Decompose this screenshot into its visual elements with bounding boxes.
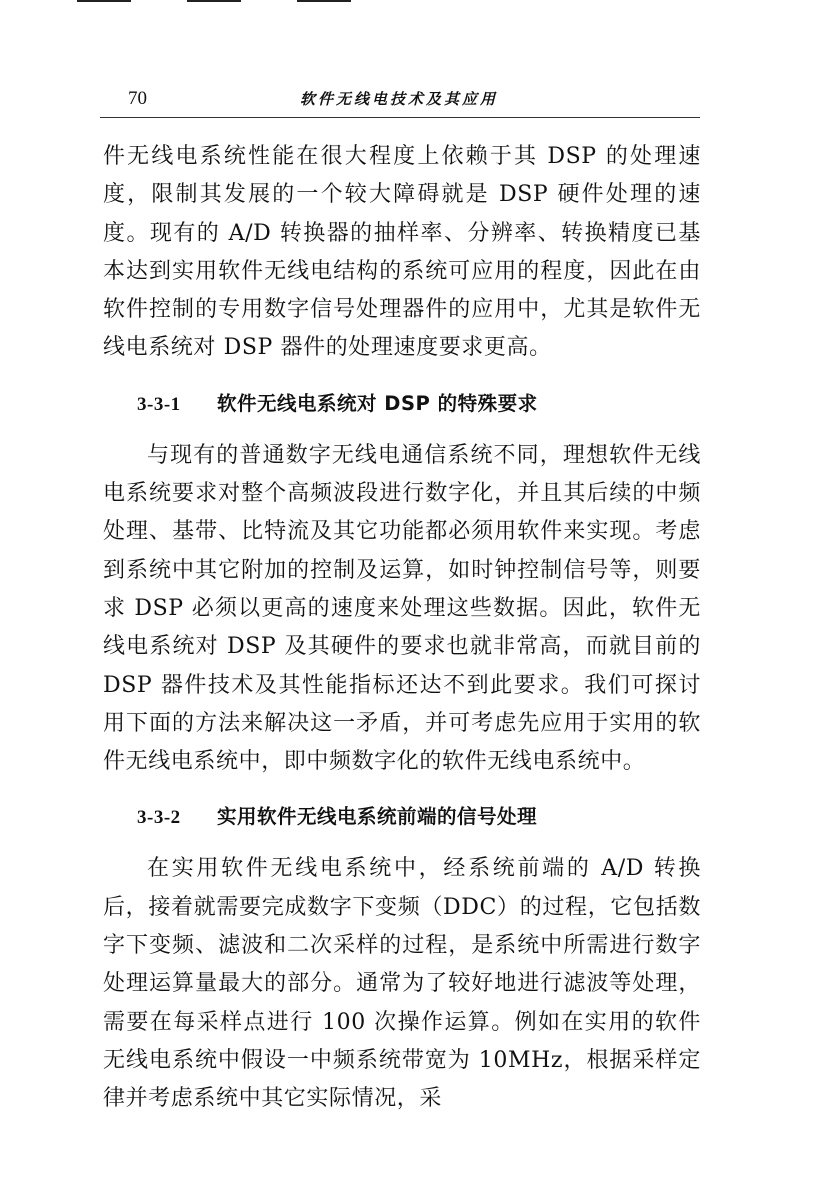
section-title: 实用软件无线电系统前端的信号处理 xyxy=(217,805,538,829)
page-header xyxy=(100,86,700,116)
section-number: 3-3-1 xyxy=(137,393,181,415)
scan-artifact-mark xyxy=(187,0,241,2)
paragraph: 与现有的普通数字无线电通信系统不同，理想软件无线电系统要求对整个高频波段进行数字化，并且其后续的中频处理、基带、比特流及其它功能都必须用软件来实现。考虑到系统中其它附加的控制及运算，如时钟控制信号等，则要求 DSP 必须以更高的速度来处理这些数据。因此，软件无线电系统对 DSP 及其硬件的要求也就非常高，而就目前的 DSP 器件技术及其性能指标还达不到此要求。我们可探讨用下面的方法来解决这一矛盾，并可考虑先应用于实用的软件无线电系统中，即中频数字化的软件无线电系统中。 xyxy=(103,442,701,775)
section-title: 软件无线电系统对 DSP 的特殊要求 xyxy=(217,391,538,415)
section-number: 3-3-2 xyxy=(137,807,181,829)
header-rule xyxy=(100,117,700,118)
page-number: 70 xyxy=(128,88,147,109)
running-title: 软件无线电技术及其应用 xyxy=(300,90,499,108)
section-heading-3-3-1 xyxy=(103,385,701,424)
section-heading-3-3-2 xyxy=(103,798,701,837)
page-body xyxy=(103,138,701,1119)
scan-artifact-mark xyxy=(297,0,351,2)
scan-artifact-mark xyxy=(77,0,131,2)
paragraph: 在实用软件无线电系统中，经系统前端的 A/D 转换后，接着就需要完成数字下变频（DDC）的过程，它包括数字下变频、滤波和二次采样的过程，是系统中所需进行数字处理运算量最大的部分。通常为了较好地进行滤波等处理，需要在每采样点进行 100 次操作运算。例如在实用的软件无线电系统中假设一中频系统带宽为 10MHz，根据采样定律并考虑系统中其它实际情况，采 xyxy=(103,856,701,1112)
paragraph-continued: 件无线电系统性能在很大程度上依赖于其 DSP 的处理速度，限制其发展的一个较大障碍就是 DSP 硬件处理的速度。现有的 A/D 转换器的抽样率、分辨率、转换精度已基本达到实用软件无线电结构的系统可应用的程度，因此在由软件控制的专用数字信号处理器件的应用中，尤其是软件无线电系统对 DSP 器件的处理速度要求更高。 xyxy=(103,144,701,361)
